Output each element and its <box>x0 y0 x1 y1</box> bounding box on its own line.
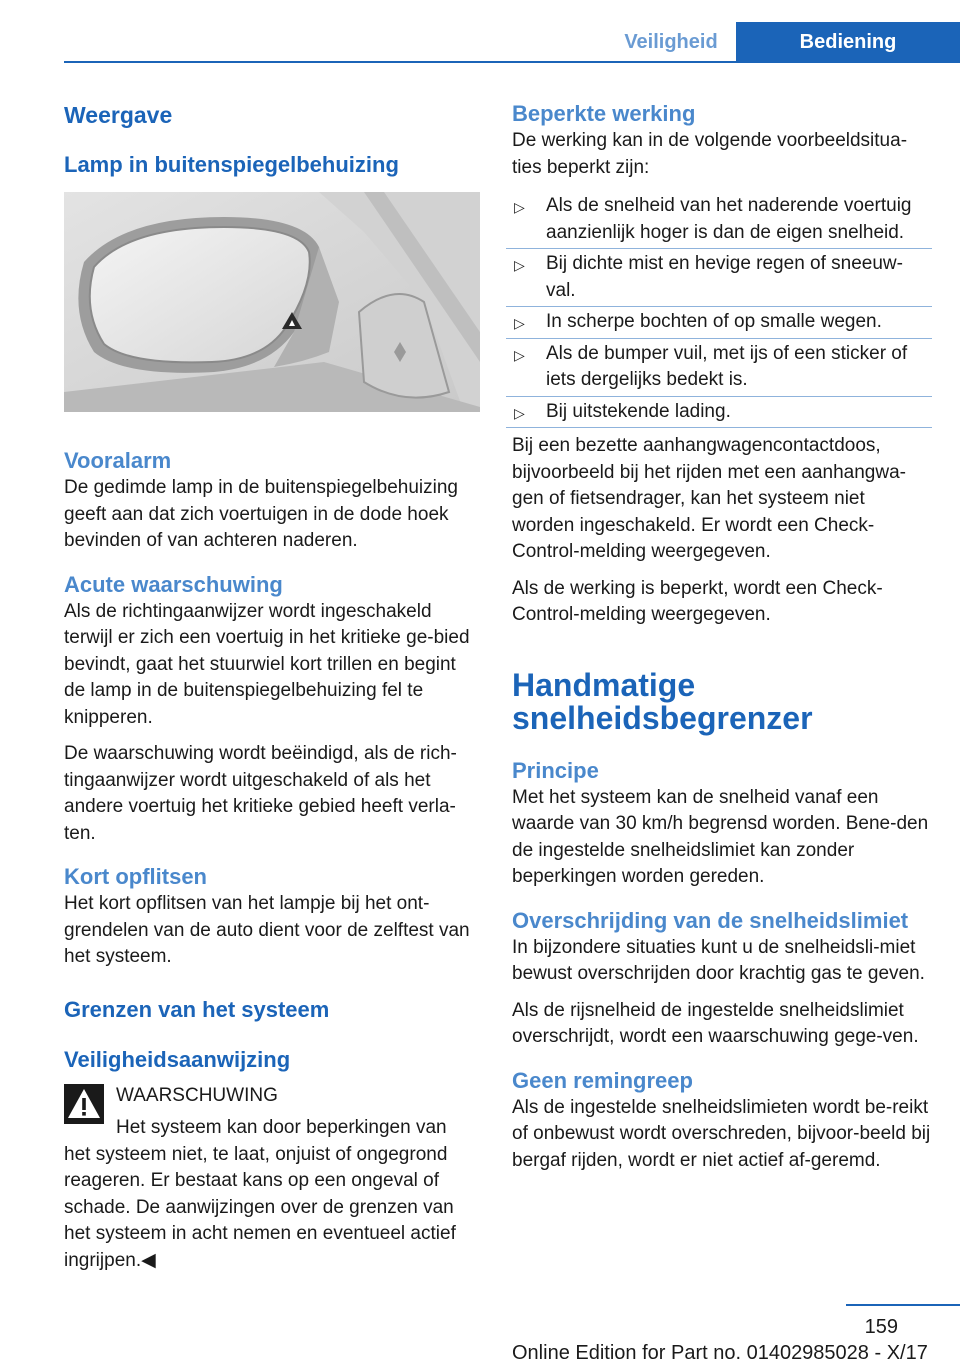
paragraph-vooralarm: De gedimde lamp in de buitenspiegelbehuizing geeft aan dat zich voertuigen in de dode hoek bevinden of van achteren naderen. <box>64 477 458 551</box>
bullet-triangle-icon: ▷ <box>514 257 525 273</box>
list-item <box>512 399 932 426</box>
bullet-triangle-icon: ▷ <box>514 315 525 331</box>
footer-rule <box>846 1304 960 1306</box>
list-item <box>512 193 932 246</box>
paragraph-overschrijding-2: Als de rijsnelheid de ingestelde snelheidslimiet overschrijdt, wordt een waarschuwing gege-ven. <box>512 999 919 1047</box>
warning-line-1: Het systeem kan door beperkingen van <box>116 1117 447 1138</box>
paragraph-acute-2: De waarschuwing wordt beëindigd, als de rich-tingaanwijzer wordt uitgeschakeld of als het andere voertuig het kritieke gebied heeft verla-ten. <box>64 743 457 844</box>
paragraph-overschrijding-1: In bijzondere situaties kunt u de snelheidsli-miet bewust overschrijden door krachtig gas te geven. <box>512 936 925 984</box>
tab-bediening[interactable]: Bediening <box>736 22 960 62</box>
limitation-list <box>512 193 932 425</box>
list-item-text: Bij uitstekende lading. <box>546 400 731 422</box>
page-number: 159 <box>864 1316 898 1338</box>
warning-title: WAARSCHUWING <box>116 1084 278 1106</box>
mirror-illustration <box>64 192 480 412</box>
paragraph-beperkt: Als de werking is beperkt, wordt een Check-Control-melding weergegeven. <box>512 577 883 625</box>
bullet-triangle-icon: ▷ <box>514 199 525 215</box>
list-item-text: Als de snelheid van het naderende voertuig aanzienlijk hoger is dan de eigen snelheid. <box>546 195 912 243</box>
bullet-triangle-icon: ▷ <box>514 404 525 421</box>
warning-text: het systeem niet, te laat, onjuist of ongegrond reageren. Er bestaat kans op een ongeval of schade. De aanwijzingen over de grenzen van het systeem in acht nemen en eventueel actief ingrijpen.◀ <box>64 1143 456 1271</box>
list-item <box>512 309 932 336</box>
right-column <box>512 100 932 1174</box>
heading-handmatige-snelheidsbegrenzer: Handmatige snelheidsbegrenzer <box>512 666 813 736</box>
heading-vooralarm: Vooralarm <box>64 448 172 473</box>
bullet-triangle-icon: ▷ <box>514 346 525 363</box>
heading-geen-remingreep: Geen remingreep <box>512 1067 693 1093</box>
list-item-text: Als de bumper vuil, met ijs of een sticker of iets dergelijks bedekt is. <box>546 342 908 390</box>
heading-acute-waarschuwing: Acute waarschuwing <box>64 571 283 597</box>
paragraph-geen-remingreep: Als de ingestelde snelheidslimieten wordt be-reikt of onbewust wordt overschreden, bijvoor-beeld bij bergaf rijden, wordt er niet actief af-geremd. <box>512 1096 931 1171</box>
warning-triangle-icon <box>64 1084 104 1124</box>
paragraph-principe: Met het systeem kan de snelheid vanaf een waarde van 30 km/h begrensd worden. Bene-den de ingestelde snelheidslimiet kan zonder beperkingen worden gereden. <box>512 786 929 887</box>
heading-weergave: Weergave <box>64 102 173 128</box>
heading-lamp: Lamp in buitenspiegelbehuizing <box>64 152 399 177</box>
edition-text: Online Edition for Part no. 01402985028 - X/17 <box>512 1342 928 1364</box>
heading-beperkte-werking: Beperkte werking <box>512 101 696 126</box>
heading-veiligheidsaanwijzing: Veiligheidsaanwijzing <box>64 1046 291 1072</box>
list-item-text: Bij dichte mist en hevige regen of sneeuw-val. <box>546 253 903 301</box>
heading-kort-opflitsen: Kort opflitsen <box>64 864 207 889</box>
left-column <box>64 100 482 1274</box>
tab-veiligheid[interactable]: Veiligheid <box>624 31 718 53</box>
list-item <box>512 251 932 304</box>
paragraph-beperkte: De werking kan in de volgende voorbeeldsitua-ties beperkt zijn: <box>512 130 908 178</box>
warning-block <box>64 1083 482 1275</box>
heading-principe: Principe <box>512 757 599 783</box>
list-item-text: In scherpe bochten of op smalle wegen. <box>546 311 882 332</box>
paragraph-aanhangwagen: Bij een bezette aanhangwagencontactdoos, bijvoorbeeld bij het rijden met een aanhangwa-gen of fietsendrager, kan het systeem niet worden ingeschakeld. Er wordt een Check-Control-melding weergegeven. <box>512 435 906 562</box>
heading-overschrijding: Overschrijding van de snelheidslimiet <box>512 907 909 933</box>
heading-grenzen: Grenzen van het systeem <box>64 996 330 1022</box>
paragraph-acute-1: Als de richtingaanwijzer wordt ingeschakeld terwijl er zich een voertuig in het kritieke ge-bied bevindt, gaat het stuurwiel kort trillen en begint de lamp in de buitenspiegelbehuizing fel te knipperen. <box>64 600 470 728</box>
list-item <box>512 341 932 394</box>
paragraph-kort-opflitsen: Het kort opflitsen van het lampje bij het ont-grendelen van de auto dient voor de zelftest van het systeem. <box>64 893 470 967</box>
